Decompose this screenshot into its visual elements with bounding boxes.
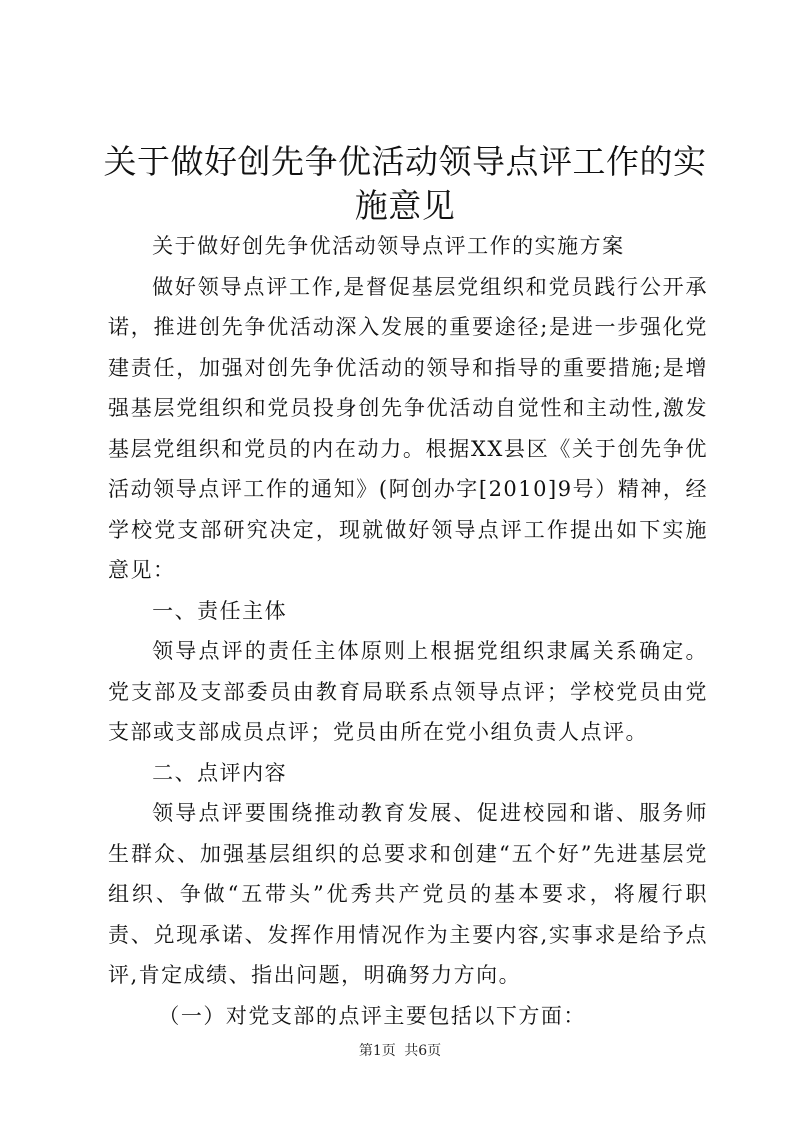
paragraph-content: 领导点评要围绕推动教育发展、促进校园和谐、服务师生群众、加强基层组织的总要求和创建“五个好”先进基层党组织、争做“五带头”优秀共产党员的基本要求，将履行职责、兑现承诺、发挥作用情况作为主要内容,实事求是给予点评,肯定成绩、指出问题，明确努力方向。 bbox=[108, 801, 708, 987]
page-number: 第1页 bbox=[358, 1043, 396, 1059]
paragraph-responsibility: 领导点评的责任主体原则上根据党组织隶属关系确定。党支部及支部委员由教育局联系点领导点评；学校党员由党支部或支部成员点评；党员由所在党小组负责人点评。 bbox=[108, 639, 708, 744]
subsection-heading-branch-review: （一）对党支部的点评主要包括以下方面： bbox=[158, 1003, 586, 1028]
page-footer bbox=[0, 1040, 800, 1060]
document-body bbox=[108, 226, 708, 1036]
paragraph-intro: 做好领导点评工作,是督促基层党组织和党员践行公开承诺，推进创先争优活动深入发展的重要途径;是进一步强化党建责任，加强对创先争优活动的领导和指导的重要措施;是增强基层党组织和党员投身创先争优活动自觉性和主动性,激发基层党组织和党员的内在动力。根据XX县区《关于创先争优活动领导点评工作的通知》(阿创办字[2010]9号）精神，经学校党支部研究决定，现就做好领导点评工作提出如下实施意见： bbox=[108, 274, 708, 582]
page-total: 共6页 bbox=[404, 1043, 442, 1059]
section-heading-content: 二、点评内容 bbox=[152, 760, 288, 785]
section-heading-responsibility: 一、责任主体 bbox=[152, 598, 288, 623]
paragraph-subtitle: 关于做好创先争优活动领导点评工作的实施方案 bbox=[152, 234, 625, 258]
document-title: 关于做好创先争优活动领导点评工作的实施意见 bbox=[103, 142, 707, 225]
